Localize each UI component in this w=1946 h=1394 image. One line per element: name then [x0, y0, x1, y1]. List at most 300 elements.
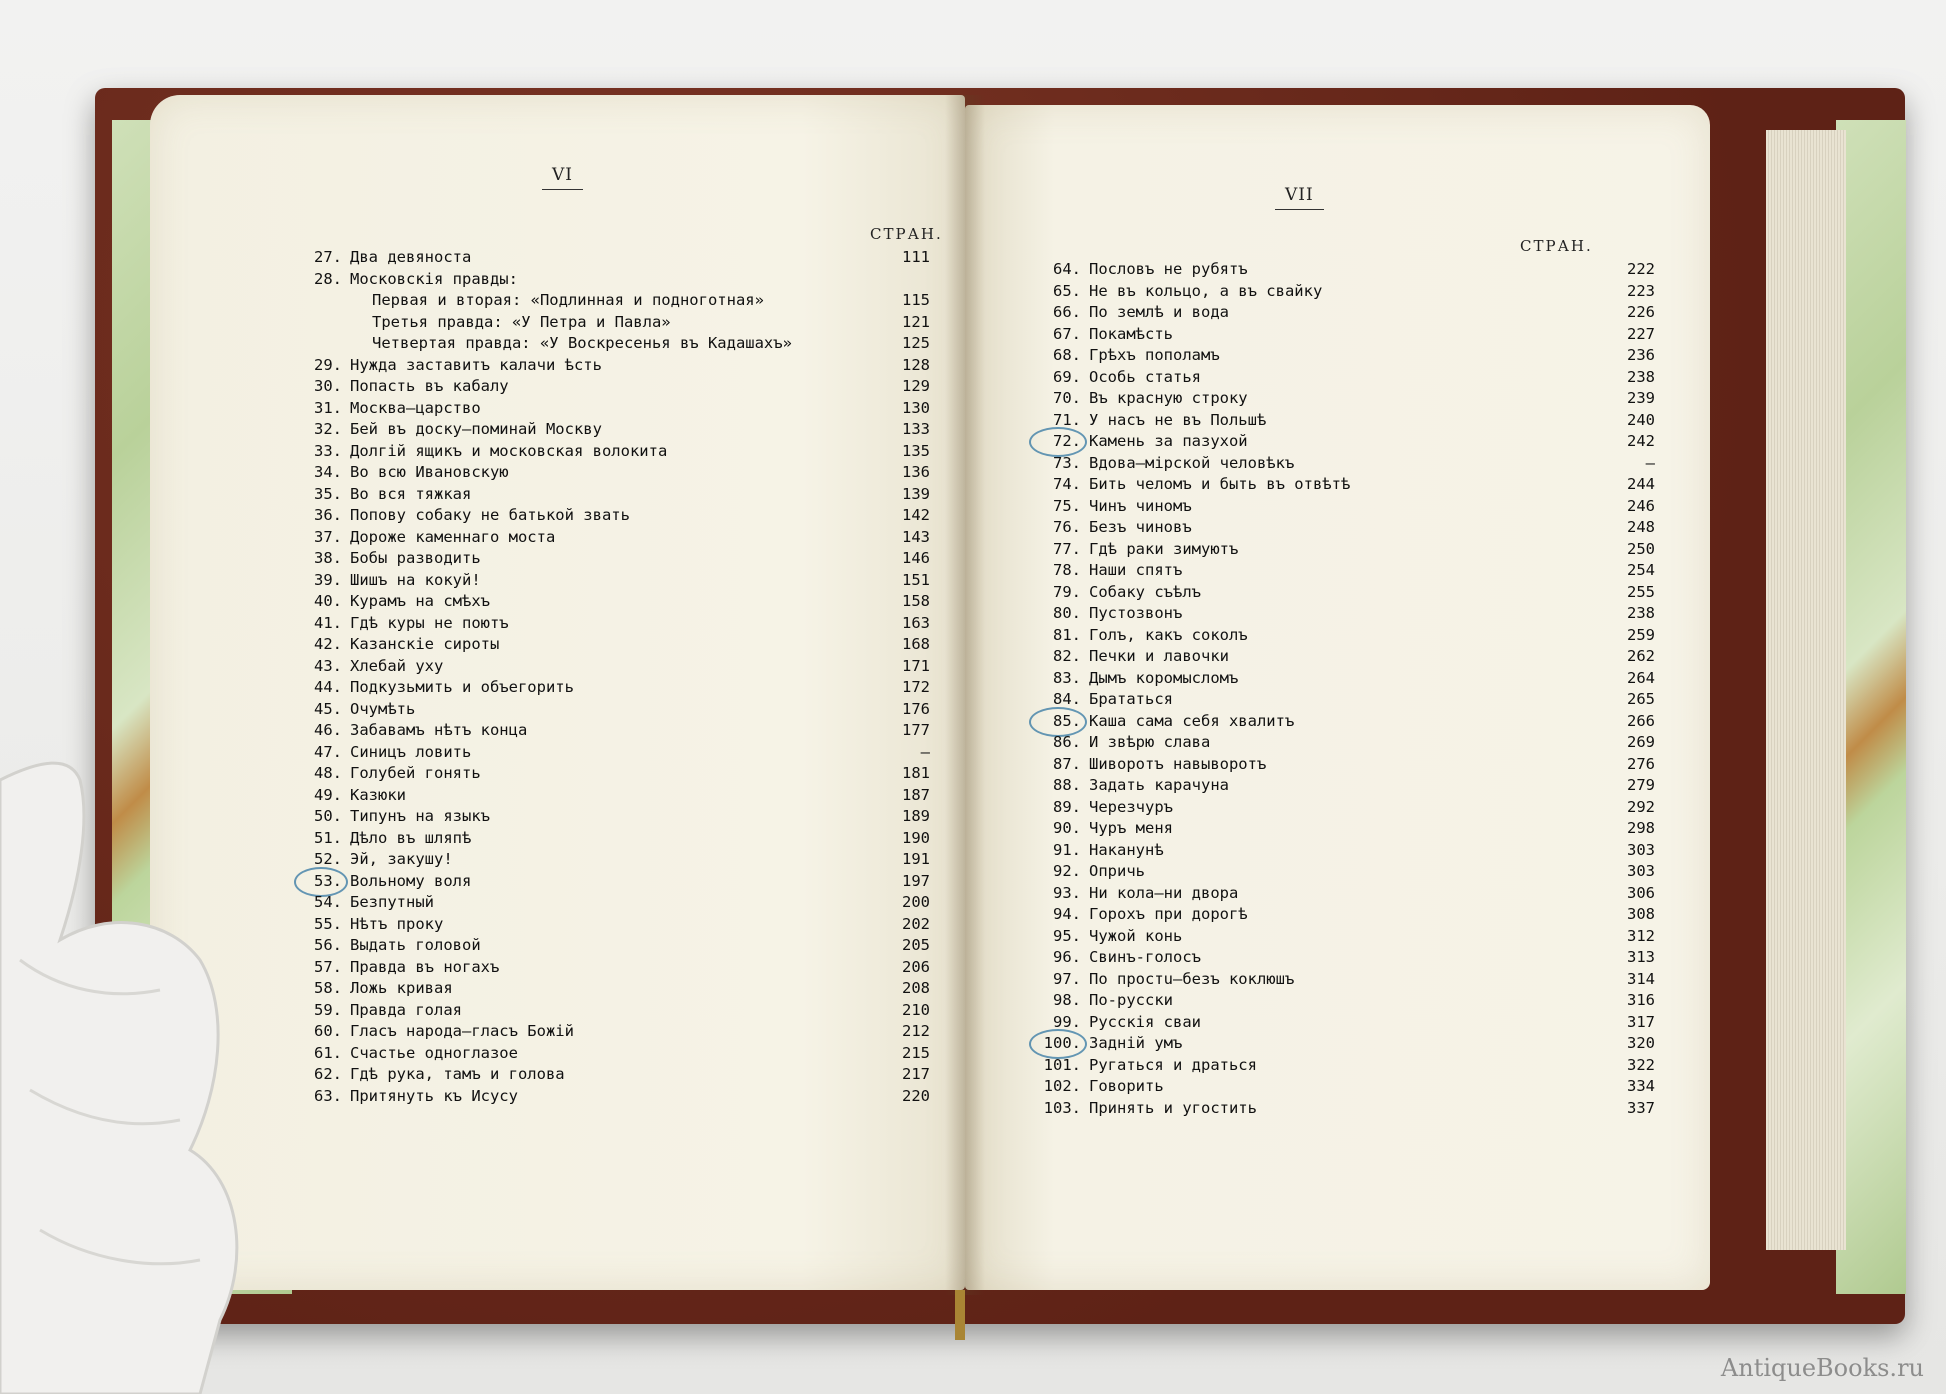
entry-page: 133 [902, 420, 930, 438]
entry-page: 205 [902, 936, 930, 954]
entry-title: Шишъ на кокуй! [350, 570, 481, 589]
entry-title: Курамъ на смѣхъ [350, 592, 490, 610]
toc-entry [300, 915, 930, 935]
entry-page: 128 [902, 355, 930, 374]
leader-dots [1184, 690, 1599, 710]
entry-title: Бей въ доску—поминай Москву [350, 420, 602, 438]
leader-dots [445, 893, 874, 913]
entry-title: Чинъ чиномъ [1089, 496, 1192, 515]
entry-title: Очумѣть [350, 699, 416, 718]
entry-page: 189 [902, 807, 930, 825]
leader-dots [454, 657, 874, 677]
entry-page: 298 [1627, 819, 1655, 837]
toc-entry [300, 248, 930, 268]
entry-number: 45. [314, 699, 342, 718]
leader-dots [426, 700, 874, 720]
entry-page: 292 [1627, 797, 1655, 816]
toc-entry [1035, 712, 1655, 732]
toc-entry [300, 1044, 930, 1064]
entry-title: По простu—безъ коклюшъ [1089, 969, 1295, 988]
entry-number: 27. [314, 248, 342, 266]
entry-title: Грѣхъ пополамъ [1089, 346, 1220, 364]
entry-number: 34. [314, 463, 342, 481]
entry-title: Каша сама себя хвалитъ [1089, 711, 1295, 730]
toc-entry [1035, 260, 1655, 280]
entry-page: 220 [902, 1086, 930, 1105]
toc-entry [300, 678, 930, 698]
leader-dots [1212, 583, 1599, 603]
entry-title: Бобы разводить [350, 549, 481, 567]
entry-number: 91. [1053, 840, 1081, 859]
entry-page: 212 [902, 1022, 930, 1040]
entry-number: 84. [1053, 690, 1081, 708]
toc-entry [1035, 626, 1655, 646]
leader-dots [501, 592, 874, 612]
entry-number: 69. [1053, 367, 1081, 386]
entry-title: Забавамъ нѣтъ конца [350, 721, 528, 739]
leader-dots [520, 614, 874, 634]
entry-page: 244 [1627, 475, 1655, 493]
leader-dots [520, 377, 874, 397]
leader-dots [1259, 905, 1599, 925]
entry-title: Гдѣ куры не поютъ [350, 613, 509, 632]
entry-title: Выдать головой [350, 936, 481, 954]
entry-page: 177 [902, 721, 930, 739]
entry-page: 172 [902, 678, 930, 696]
entry-number: 99. [1053, 1012, 1081, 1031]
entry-number: 70. [1053, 389, 1081, 407]
entry-title: Нужда заставитъ калачи ѣсть [350, 355, 602, 374]
toc-entry [300, 463, 930, 483]
entry-number: 100. [1043, 1034, 1081, 1052]
entry-title: Нѣтъ проку [350, 914, 444, 933]
toc-entry [1035, 970, 1655, 990]
entry-page: — [1645, 453, 1655, 472]
entry-number: 101. [1043, 1055, 1081, 1074]
entry-page: 308 [1627, 905, 1655, 923]
entry-page: 135 [902, 441, 930, 460]
leader-dots [1306, 970, 1599, 990]
pen-circle-mark [1029, 707, 1087, 737]
entry-number: 48. [314, 764, 342, 782]
leader-dots [1306, 454, 1599, 474]
entry-title: Гдѣ раки зимуютъ [1089, 539, 1239, 558]
leader-dots [1259, 432, 1599, 452]
entry-page: 208 [902, 979, 930, 997]
entry-page: 265 [1627, 690, 1655, 708]
entry-number: 41. [314, 613, 342, 632]
entry-number: 47. [314, 742, 342, 761]
entry-number: 87. [1053, 754, 1081, 773]
entry-title: Въ красную строку [1089, 389, 1248, 407]
entry-page: 121 [902, 312, 930, 331]
entry-number: 94. [1053, 905, 1081, 923]
leader-dots [501, 807, 874, 827]
entry-page: 248 [1627, 518, 1655, 536]
leader-dots [1221, 733, 1599, 753]
toc-entry [1035, 561, 1655, 581]
toc-entry [1035, 540, 1655, 560]
toc-entry [300, 700, 930, 720]
entry-page: 187 [902, 785, 930, 804]
toc-list-left [300, 248, 930, 1198]
page-number: VII [1275, 185, 1324, 210]
toc-entry [1035, 690, 1655, 710]
entry-page: — [920, 742, 930, 761]
entry-title: Ложь кривая [350, 979, 453, 997]
entry-number: 89. [1053, 797, 1081, 816]
entry-title: Голубей гонять [350, 764, 481, 782]
leader-dots [1212, 1013, 1599, 1033]
entry-number: 71. [1053, 410, 1081, 429]
entry-number: 98. [1053, 991, 1081, 1009]
right-page [965, 105, 1710, 1290]
toc-entry [1035, 368, 1655, 388]
entry-page: 269 [1627, 733, 1655, 751]
gloved-hand [0, 760, 260, 1394]
leader-dots [529, 1044, 874, 1064]
entry-number: 28. [314, 269, 342, 288]
leader-dots [1184, 325, 1599, 345]
entry-number: 37. [314, 527, 342, 546]
left-page [150, 95, 965, 1290]
entry-title: Безпутный [350, 893, 434, 911]
entry-title: По землѣ и вода [1089, 303, 1229, 321]
toc-entry [1035, 862, 1655, 882]
entry-number: 38. [314, 549, 342, 567]
leader-dots [576, 1065, 874, 1085]
entry-title: Четвертая правда: «У Воскресенья въ Кадашахъ» [372, 334, 792, 352]
toc-entry [1035, 389, 1655, 409]
leader-dots [482, 485, 874, 505]
toc-entry [300, 1022, 930, 1042]
entry-title: Собаку съѣлъ [1089, 582, 1201, 601]
entry-page: 242 [1627, 432, 1655, 450]
entry-number: 54. [314, 893, 342, 911]
toc-entry [1035, 1077, 1655, 1097]
entry-title: Вдова—мірской человѣкъ [1089, 453, 1295, 472]
toc-entry [300, 1001, 930, 1021]
leader-dots [1184, 991, 1599, 1011]
leader-dots [586, 678, 874, 698]
toc-entry [1035, 948, 1655, 968]
entry-page: 146 [902, 549, 930, 567]
leader-dots [1259, 260, 1599, 280]
leader-dots [1193, 561, 1599, 581]
entry-page: 337 [1627, 1098, 1655, 1117]
toc-entry [1035, 497, 1655, 517]
entry-number: 66. [1053, 303, 1081, 321]
entry-page: 303 [1627, 840, 1655, 859]
entry-page: 143 [902, 527, 930, 546]
entry-page: 171 [902, 656, 930, 675]
entry-page: 181 [902, 764, 930, 782]
entry-title: Камень за пазухой [1089, 432, 1248, 450]
entry-page: 176 [902, 699, 930, 718]
entry-title: Голъ, какъ соколъ [1089, 625, 1248, 644]
entry-title: Во всю Ивановскую [350, 463, 509, 481]
entry-number: 102. [1043, 1077, 1081, 1095]
entry-number: 77. [1053, 539, 1081, 558]
entry-number: 74. [1053, 475, 1081, 493]
entry-number: 46. [314, 721, 342, 739]
entry-title: Брататься [1089, 690, 1173, 708]
leader-dots [1240, 776, 1599, 796]
toc-entry [300, 270, 930, 290]
leader-dots [614, 420, 874, 440]
toc-entry [1035, 798, 1655, 818]
entry-number: 50. [314, 807, 342, 825]
entry-number: 29. [314, 355, 342, 374]
entry-number: 58. [314, 979, 342, 997]
entry-page: 259 [1627, 625, 1655, 644]
entry-title: Наканунѣ [1089, 840, 1164, 859]
leader-dots [416, 786, 874, 806]
entry-page: 255 [1627, 582, 1655, 601]
entry-page: 250 [1627, 539, 1655, 558]
leader-dots [1249, 540, 1599, 560]
entry-title: Долгій ящикъ и московская волокита [350, 441, 668, 460]
entry-number: 86. [1053, 733, 1081, 751]
entry-number: 81. [1053, 625, 1081, 644]
leader-dots [539, 721, 874, 741]
entry-title: Попову собаку не батькой звать [350, 506, 630, 524]
entry-number: 53. [314, 871, 342, 890]
entry-number: 33. [314, 441, 342, 460]
leader-dots [1193, 927, 1599, 947]
toc-entry [300, 786, 930, 806]
leader-dots [492, 549, 874, 569]
toc-entry [300, 743, 930, 763]
entry-number: 64. [1053, 260, 1081, 278]
entry-title: Русскія сваи [1089, 1012, 1201, 1031]
toc-entry [300, 571, 930, 591]
entry-page: 226 [1627, 303, 1655, 321]
toc-entry [1035, 927, 1655, 947]
entry-page: 314 [1627, 969, 1655, 988]
entry-title: Попасть въ кабалу [350, 377, 509, 395]
leader-dots [567, 528, 874, 548]
entry-page: 142 [902, 506, 930, 524]
entry-title: Казюки [350, 785, 406, 804]
toc-entry [1035, 1034, 1655, 1054]
toc-entry [1035, 755, 1655, 775]
leader-dots [1212, 948, 1599, 968]
entry-title: Печки и лавочки [1089, 647, 1229, 665]
pen-circle-mark [1029, 427, 1087, 457]
entry-number: 82. [1053, 647, 1081, 665]
entry-page: 254 [1627, 561, 1655, 579]
entry-page: 303 [1627, 862, 1655, 880]
entry-page: 125 [902, 334, 930, 352]
entry-title: Шиворотъ навыворотъ [1089, 754, 1267, 773]
entry-number: 72. [1053, 432, 1081, 450]
leader-dots [1249, 884, 1599, 904]
leader-dots [492, 399, 874, 419]
toc-entry [300, 958, 930, 978]
leader-dots [1240, 303, 1599, 323]
entry-page: 158 [902, 592, 930, 610]
leader-dots [1202, 497, 1599, 517]
entry-number: 78. [1053, 561, 1081, 579]
entry-title: Московскія правды: [350, 269, 518, 288]
page-number: VI [542, 165, 583, 190]
toc-entry [300, 1065, 930, 1085]
leader-dots [454, 915, 874, 935]
leader-dots [1249, 669, 1599, 689]
entry-page: 139 [902, 484, 930, 503]
toc-entry [300, 807, 930, 827]
entry-page: 238 [1627, 604, 1655, 622]
toc-entry [300, 291, 930, 311]
leader-dots [529, 1087, 874, 1107]
entry-title: Говорить [1089, 1077, 1164, 1095]
entry-number: 49. [314, 785, 342, 804]
entry-title: Ни кола—ни двора [1089, 883, 1239, 902]
toc-entry [1035, 282, 1655, 302]
entry-title: Не въ кольцо, а въ свайку [1089, 281, 1323, 300]
entry-title: Счастье одноглазое [350, 1043, 518, 1062]
entry-page: 202 [902, 914, 930, 933]
leader-dots [1231, 346, 1599, 366]
entry-number: 88. [1053, 776, 1081, 794]
entry-page: 240 [1627, 410, 1655, 429]
toc-entry [1035, 325, 1655, 345]
toc-entry [300, 592, 930, 612]
entry-title: Вольному воля [350, 871, 472, 890]
leader-dots [520, 463, 874, 483]
toc-entry [300, 377, 930, 397]
entry-page: 210 [902, 1000, 930, 1019]
entry-page: 200 [902, 893, 930, 911]
entry-page: 151 [902, 570, 930, 589]
entry-page: 168 [902, 635, 930, 653]
leader-dots [1212, 368, 1599, 388]
leader-dots [473, 1001, 874, 1021]
entry-number: 97. [1053, 969, 1081, 988]
entry-title: Пустозвонъ [1089, 604, 1183, 622]
entry-page: 317 [1627, 1012, 1655, 1031]
entry-number: 52. [314, 850, 342, 868]
entry-title: Свинъ-голосъ [1089, 948, 1201, 966]
toc-entry [1035, 669, 1655, 689]
entry-page: 264 [1627, 668, 1655, 687]
leader-dots [1268, 1099, 1599, 1119]
entry-page: 279 [1627, 776, 1655, 794]
leader-dots [1278, 755, 1599, 775]
leader-dots [680, 442, 874, 462]
entry-number: 73. [1053, 453, 1081, 472]
entry-number: 32. [314, 420, 342, 438]
entry-page: 266 [1627, 711, 1655, 730]
toc-entry [300, 850, 930, 870]
entry-page: 320 [1627, 1034, 1655, 1052]
leader-dots [492, 764, 874, 784]
entry-title: Дороже каменнаго моста [350, 527, 556, 546]
entry-title: Покамѣсть [1089, 324, 1173, 343]
leader-dots [1306, 712, 1599, 732]
leader-dots [1202, 518, 1599, 538]
entry-title: Притянуть къ Исусу [350, 1086, 518, 1105]
leader-dots [1193, 604, 1599, 624]
toc-entry [300, 334, 930, 354]
entry-title: Наши спятъ [1089, 561, 1183, 579]
entry-number: 44. [314, 678, 342, 696]
entry-number: 35. [314, 484, 342, 503]
toc-entry [300, 936, 930, 956]
entry-number: 40. [314, 592, 342, 610]
leader-dots [1240, 647, 1599, 667]
entry-page: 136 [902, 463, 930, 481]
toc-entry [1035, 819, 1655, 839]
entry-title: По-русски [1089, 991, 1173, 1009]
leader-dots [1278, 411, 1599, 431]
entry-number: 42. [314, 635, 342, 653]
leader-dots [482, 248, 874, 268]
entry-number: 90. [1053, 819, 1081, 837]
toc-entry [300, 979, 930, 999]
toc-entry [300, 420, 930, 440]
entry-page: 163 [902, 613, 930, 632]
entry-number: 60. [314, 1022, 342, 1040]
entry-number: 63. [314, 1086, 342, 1105]
entry-number: 30. [314, 377, 342, 395]
entry-number: 65. [1053, 281, 1081, 300]
entry-number: 36. [314, 506, 342, 524]
entry-title: Первая и вторая: «Подлинная и подноготная» [372, 291, 764, 309]
entry-page: 312 [1627, 926, 1655, 945]
entry-page: 246 [1627, 496, 1655, 515]
entry-title: Гдѣ рука, тамъ и голова [350, 1065, 565, 1083]
entry-title: Чуръ меня [1089, 819, 1173, 837]
entry-page: 111 [902, 248, 930, 266]
toc-entry [1035, 346, 1655, 366]
toc-entry [1035, 518, 1655, 538]
entry-page: 217 [902, 1065, 930, 1083]
entry-title: Чужой конь [1089, 926, 1183, 945]
entry-number: 31. [314, 398, 342, 417]
entry-page: 276 [1627, 754, 1655, 773]
entry-number: 67. [1053, 324, 1081, 343]
entry-title: Третья правда: «У Петра и Павла» [372, 312, 671, 331]
toc-entry [1035, 647, 1655, 667]
toc-entry [300, 872, 930, 892]
entry-number: 93. [1053, 883, 1081, 902]
entry-page: 306 [1627, 883, 1655, 902]
toc-entry [1035, 1013, 1655, 1033]
toc-entry [1035, 1099, 1655, 1119]
entry-number: 92. [1053, 862, 1081, 880]
leader-dots [1362, 475, 1599, 495]
entry-page: 190 [902, 828, 930, 847]
watermark: AntiqueBooks.ru [1720, 1354, 1924, 1382]
toc-entry [300, 764, 930, 784]
entry-page: 236 [1627, 346, 1655, 364]
entry-number: 80. [1053, 604, 1081, 622]
toc-list-right [1035, 260, 1655, 1210]
leader-dots [642, 506, 874, 526]
entry-page: 206 [902, 957, 930, 976]
toc-entry [300, 485, 930, 505]
entry-number: 39. [314, 570, 342, 589]
entry-title: У насъ не въ Польшѣ [1089, 410, 1267, 429]
toc-entry [1035, 1056, 1655, 1076]
entry-number: 76. [1053, 518, 1081, 536]
entry-page: 313 [1627, 948, 1655, 966]
entry-title: Эй, закушу! [350, 850, 453, 868]
leader-dots [1334, 282, 1599, 302]
entry-number: 85. [1053, 711, 1081, 730]
